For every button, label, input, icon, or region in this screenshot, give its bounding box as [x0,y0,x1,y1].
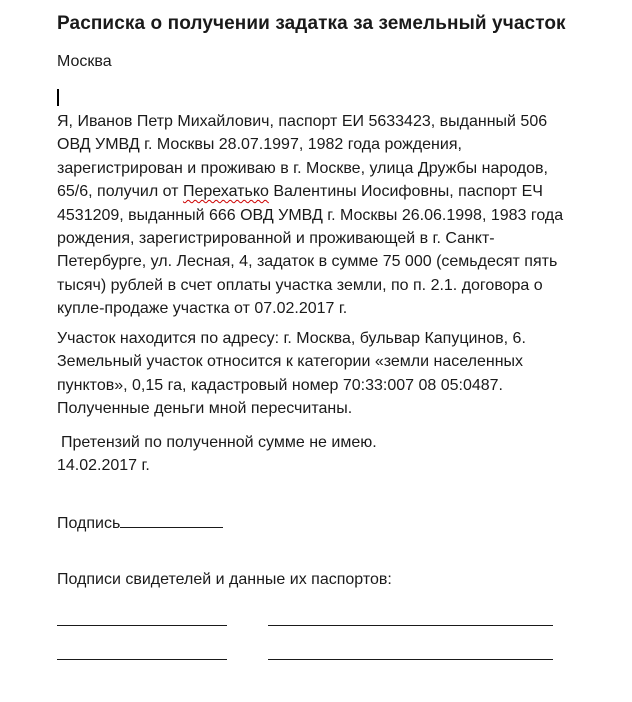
paragraph-line: Полученные деньги мной пересчитаны. [57,400,353,418]
paragraph-line: Претензий по полученной сумме не имею. [61,434,377,451]
paragraph-line: 4531209, выданный 666 ОВД УМВД г. Москвы 26.06.1998, 1983 года [57,206,564,224]
signature-label: Подпись [57,515,121,532]
receipt-date: 14.02.2017 г. [57,457,150,475]
paragraph-line: ОВД УМВД г. Москвы 28.07.1997, 1982 года рождения, [57,136,462,154]
line-text: 65/6, получил от [57,183,183,201]
paragraph-line: Участок находится по адресу: г. Москва, бульвар Капуцинов, 6. [57,330,526,347]
claims-paragraph [57,431,617,478]
paragraph-line: пунктов», 0,15 га, кадастровый номер 70:33:007 08 05:0487. [57,376,503,394]
witness-2-signature-line [57,659,227,660]
text-cursor [57,89,59,106]
misspelled-word[interactable]: Перехатько [182,183,269,201]
paragraph-line: Петербурге, ул. Лесная, 4, задаток в сумме 75 000 (семьдесят пять [57,253,558,271]
witnesses-label: Подписи свидетелей и данные их паспортов: [57,571,392,588]
witness-1-signature-line [57,625,227,626]
witness-1-passport-line [268,625,553,626]
witness-2-passport-line [268,659,553,660]
paragraph-line: Я, Иванов Петр Михайлович, паспорт ЕИ 5633423, выданный 506 [57,113,548,130]
city-name: Москва [57,53,112,70]
paragraph-line: купле-продаже участка от 07.02.2017 г. [57,300,348,318]
signature-row [57,513,223,533]
receipt-paragraph [57,110,617,321]
plot-description-paragraph [57,327,617,421]
paragraph-line: рождения, зарегистрированной и проживающей в г. Санкт- [57,230,495,248]
paragraph-line: зарегистрирован и проживаю в г. Москве, улица Дружбы народов, [57,159,548,177]
signature-blank-line [120,513,223,528]
line-text: Валентины Иосифовны, паспорт ЕЧ [268,183,543,201]
document-title: Расписка о получении задатка за земельный участок [57,13,566,34]
paragraph-line: тысяч) рублей в счет оплаты участка земли, по п. 2.1. договора о [57,276,543,294]
paragraph-line: Земельный участок относится к категории «земли населенных [57,353,524,371]
paragraph-line [57,180,617,203]
